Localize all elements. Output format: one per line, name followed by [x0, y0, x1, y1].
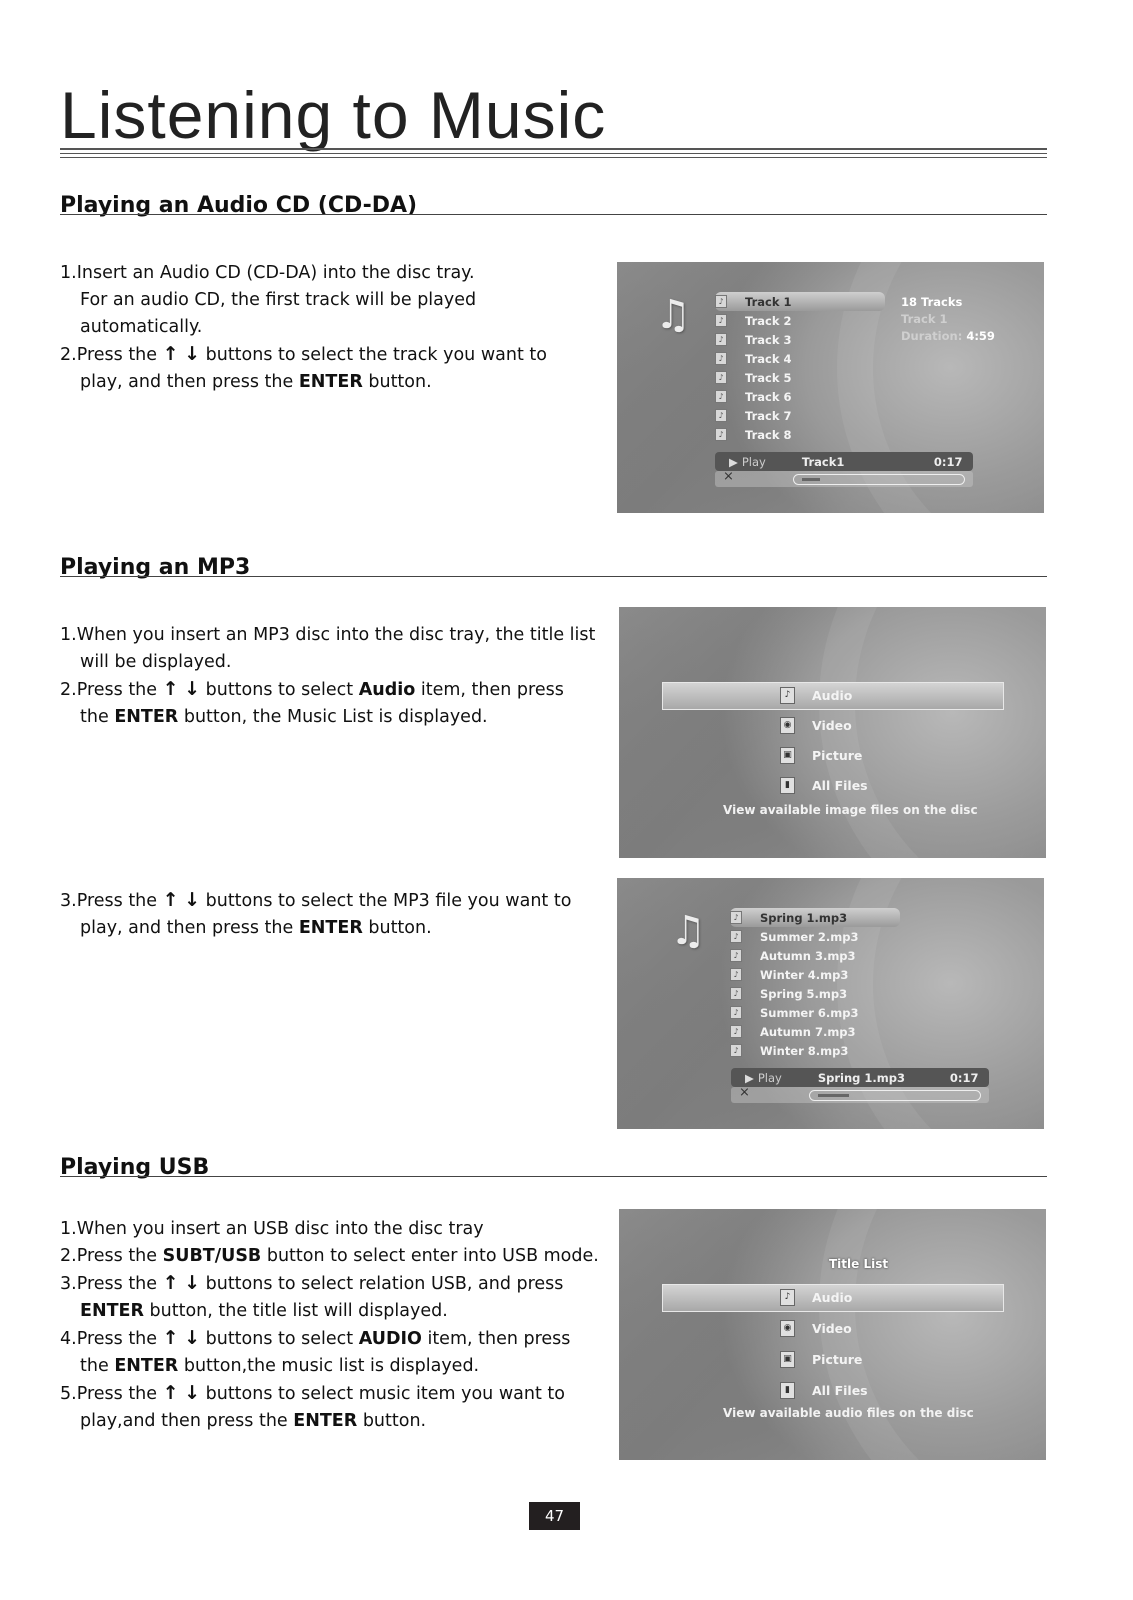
down-arrow-icon: ↓ — [184, 1272, 201, 1294]
audio-file-icon: ♪ — [715, 371, 727, 384]
track-item[interactable]: ♪ Track 1 — [715, 292, 885, 311]
play-status-bar: ▶ Play Spring 1.mp3 0:17 — [731, 1068, 989, 1087]
track-item[interactable]: ♪ Track 2 — [715, 311, 885, 330]
menu-item-audio[interactable]: ♪ Audio — [780, 1289, 852, 1306]
background-swoosh — [819, 1209, 1046, 1460]
audio-file-icon: ♪ — [715, 352, 727, 365]
section-heading-audio-cd: Playing an Audio CD (CD-DA) — [60, 193, 418, 218]
file-item[interactable]: ♪ Summer 2.mp3 — [730, 927, 900, 946]
audio-file-icon: ♪ — [730, 1006, 742, 1019]
shuffle-icon: ⨯ — [723, 469, 734, 484]
disc-info: 18 Tracks Track 1 Duration: 4:59 — [901, 295, 995, 343]
menu-item-video[interactable]: ◉ Video — [780, 717, 852, 734]
track-item[interactable]: ♪ Track 7 — [715, 406, 885, 425]
mp3-file-list — [730, 908, 900, 1060]
file-item[interactable]: ♪ Spring 1.mp3 — [730, 908, 900, 927]
usb-step-1: 1.When you insert an USB disc into the disc tray — [60, 1219, 484, 1239]
file-item[interactable]: ♪ Autumn 3.mp3 — [730, 946, 900, 965]
audio-file-icon: ♪ — [715, 314, 727, 327]
file-item[interactable]: ♪ Spring 5.mp3 — [730, 984, 900, 1003]
screen-title: Title List — [829, 1257, 889, 1271]
down-arrow-icon: ↓ — [184, 1327, 201, 1349]
progress-fill — [802, 478, 820, 481]
audio-file-icon: ♪ — [730, 987, 742, 1000]
file-item[interactable]: ♪ Winter 8.mp3 — [730, 1041, 900, 1060]
audio-file-icon: ♪ — [715, 428, 727, 441]
down-arrow-icon: ↓ — [184, 1382, 201, 1404]
folder-icon: ▮ — [780, 1382, 795, 1399]
cd-steps — [60, 260, 600, 396]
file-item[interactable]: ♪ Summer 6.mp3 — [730, 1003, 900, 1022]
background-swoosh — [819, 607, 1046, 858]
title-rule-thin-2 — [60, 157, 1047, 158]
video-icon: ◉ — [780, 717, 795, 734]
usb-steps — [60, 1216, 615, 1435]
play-status-bar: ▶ Play Track1 0:17 — [715, 452, 973, 471]
audio-file-icon: ♪ — [715, 333, 727, 346]
section-heading-mp3: Playing an MP3 — [60, 555, 251, 580]
up-arrow-icon: ↑ — [162, 678, 179, 700]
mp3-step-2: 2.Press the ↑ ↓ buttons to select Audio item, then press the ENTER button, the Music List is displayed. — [60, 678, 564, 727]
mp3-steps — [60, 622, 610, 731]
cd-player-screen — [617, 262, 1044, 513]
progress-row — [731, 1087, 989, 1103]
file-item[interactable]: ♪ Winter 4.mp3 — [730, 965, 900, 984]
mp3-step-3-block — [60, 887, 610, 942]
menu-item-audio[interactable]: ♪ Audio — [780, 687, 852, 704]
usb-step-3: 3.Press the ↑ ↓ buttons to select relation USB, and press ENTER button, the title list will displayed. — [60, 1272, 564, 1321]
menu-item-video[interactable]: ◉ Video — [780, 1320, 852, 1337]
title-rule — [60, 148, 1047, 150]
title-rule-thin — [60, 153, 1047, 154]
section-rule — [60, 214, 1047, 215]
up-arrow-icon: ↑ — [162, 889, 179, 911]
menu-item-all-files[interactable]: ▮ All Files — [780, 777, 868, 794]
menu-item-all-files[interactable]: ▮ All Files — [780, 1382, 868, 1399]
play-icon: ▶ — [729, 454, 738, 469]
video-icon: ◉ — [780, 1320, 795, 1337]
music-note-icon: ♫ — [655, 292, 691, 338]
mp3-list-screen — [617, 878, 1044, 1129]
menu-hint: View available audio files on the disc — [723, 1406, 974, 1420]
mp3-step-1: 1.When you insert an MP3 disc into the disc tray, the title list will be displayed. — [60, 625, 596, 672]
cd-step-1: 1.Insert an Audio CD (CD-DA) into the disc tray. For an audio CD, the first track will be played automatically. — [60, 263, 477, 337]
audio-file-icon: ♪ — [715, 390, 727, 403]
up-arrow-icon: ↑ — [162, 343, 179, 365]
picture-icon: ▣ — [780, 1351, 795, 1368]
mp3-title-screen — [619, 607, 1046, 858]
section-heading-usb: Playing USB — [60, 1155, 210, 1180]
audio-file-icon: ♪ — [730, 1025, 742, 1038]
down-arrow-icon: ↓ — [184, 678, 201, 700]
track-item[interactable]: ♪ Track 5 — [715, 368, 885, 387]
file-item[interactable]: ♪ Autumn 7.mp3 — [730, 1022, 900, 1041]
menu-item-picture[interactable]: ▣ Picture — [780, 747, 862, 764]
usb-title-screen — [619, 1209, 1046, 1460]
audio-file-icon: ♪ — [730, 1044, 742, 1057]
picture-icon: ▣ — [780, 747, 795, 764]
music-note-icon: ♫ — [670, 908, 706, 954]
track-item[interactable]: ♪ Track 6 — [715, 387, 885, 406]
progress-fill — [818, 1094, 849, 1097]
page-title: Listening to Music — [60, 78, 607, 152]
play-icon: ▶ — [745, 1070, 754, 1085]
audio-icon: ♪ — [780, 1289, 795, 1306]
down-arrow-icon: ↓ — [184, 889, 201, 911]
track-list — [715, 292, 885, 444]
progress-bar[interactable] — [809, 1090, 981, 1101]
audio-file-icon: ♪ — [730, 930, 742, 943]
usb-step-4: 4.Press the ↑ ↓ buttons to select AUDIO item, then press the ENTER button,the music list is displayed. — [60, 1327, 571, 1376]
section-rule — [60, 576, 1047, 577]
shuffle-icon: ⨯ — [739, 1085, 750, 1100]
audio-file-icon: ♪ — [715, 295, 727, 308]
progress-bar[interactable] — [793, 474, 965, 485]
progress-row — [715, 471, 973, 487]
audio-file-icon: ♪ — [730, 968, 742, 981]
audio-icon: ♪ — [780, 687, 795, 704]
audio-file-icon: ♪ — [730, 949, 742, 962]
up-arrow-icon: ↑ — [162, 1382, 179, 1404]
menu-item-picture[interactable]: ▣ Picture — [780, 1351, 862, 1368]
cd-step-2: 2.Press the ↑ ↓ buttons to select the track you want to play, and then press the ENTER button. — [60, 343, 547, 392]
usb-step-5: 5.Press the ↑ ↓ buttons to select music item you want to play,and then press the ENTER button. — [60, 1382, 565, 1431]
track-item[interactable]: ♪ Track 4 — [715, 349, 885, 368]
track-item[interactable]: ♪ Track 3 — [715, 330, 885, 349]
up-arrow-icon: ↑ — [162, 1272, 179, 1294]
folder-icon: ▮ — [780, 777, 795, 794]
audio-file-icon: ♪ — [730, 911, 742, 924]
menu-hint: View available image files on the disc — [723, 803, 978, 817]
up-arrow-icon: ↑ — [162, 1327, 179, 1349]
section-rule — [60, 1176, 1047, 1177]
page-number: 47 — [529, 1502, 580, 1530]
track-item[interactable]: ♪ Track 8 — [715, 425, 885, 444]
down-arrow-icon: ↓ — [184, 343, 201, 365]
usb-step-2: 2.Press the SUBT/USB button to select enter into USB mode. — [60, 1246, 599, 1266]
mp3-step-3: 3.Press the ↑ ↓ buttons to select the MP3 file you want to play, and then press the ENTER button. — [60, 889, 572, 938]
audio-file-icon: ♪ — [715, 409, 727, 422]
